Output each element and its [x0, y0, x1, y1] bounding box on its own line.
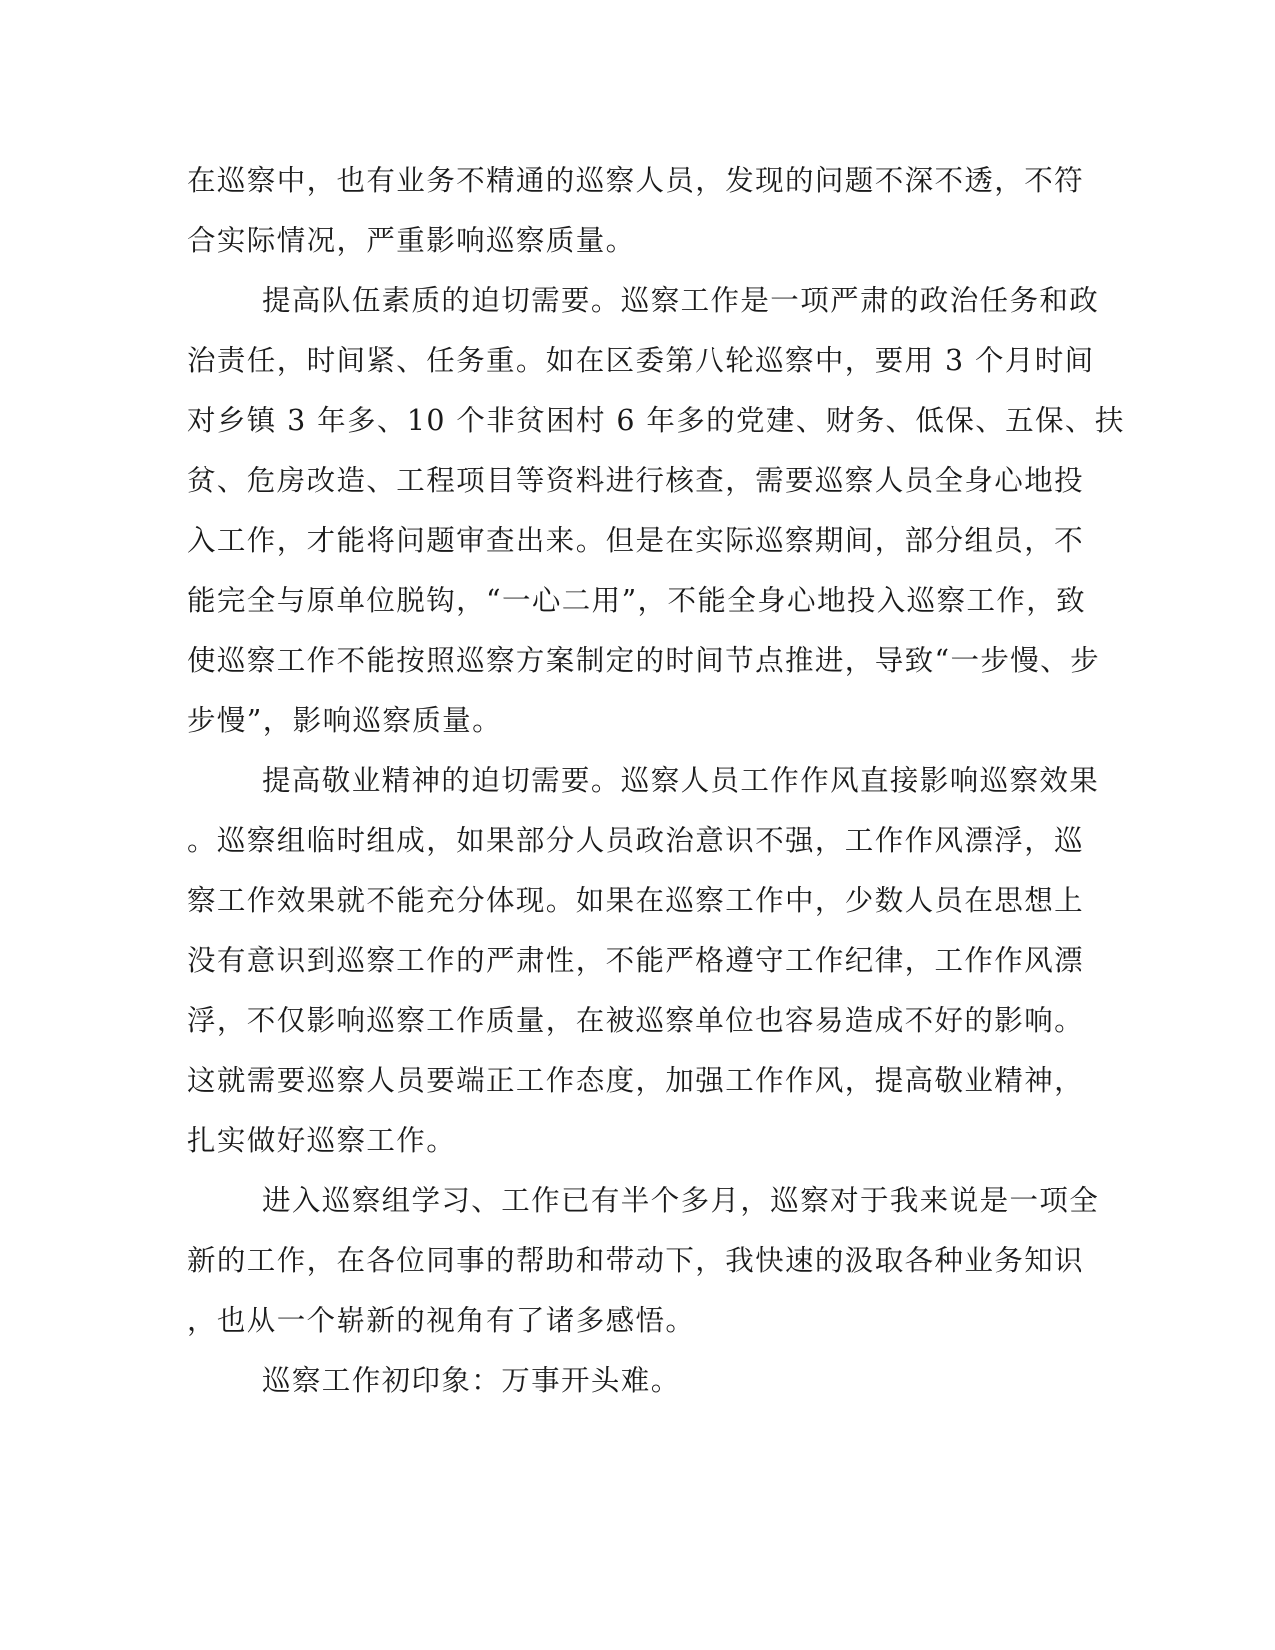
- text-line: 对乡镇 3 年多、10 个非贫困村 6 年多的党建、财务、低保、五保、扶: [187, 404, 1125, 437]
- text-line: 合实际情况，严重影响巡察质量。: [187, 224, 636, 257]
- text-line: 浮，不仅影响巡察工作质量，在被巡察单位也容易造成不好的影响。: [187, 1004, 1085, 1037]
- text-line: 能完全与原单位脱钩，“一心二用”，不能全身心地投入巡察工作，致: [187, 584, 1087, 617]
- text-line: 步慢”，影响巡察质量。: [187, 704, 502, 737]
- text-line: 入工作，才能将问题审查出来。但是在实际巡察期间，部分组员，不: [187, 524, 1085, 557]
- text-line: ，也从一个崭新的视角有了诸多感悟。: [187, 1304, 696, 1337]
- text-line: 这就需要巡察人员要端正工作态度，加强工作作风，提高敬业精神，: [187, 1064, 1085, 1097]
- text-line: 贫、危房改造、工程项目等资料进行核查，需要巡察人员全身心地投: [187, 464, 1085, 497]
- paragraph-start-line: 进入巡察组学习、工作已有半个多月，巡察对于我来说是一项全: [262, 1184, 1100, 1217]
- text-line: 新的工作，在各位同事的帮助和带动下，我快速的汲取各种业务知识: [187, 1244, 1085, 1277]
- text-line: 使巡察工作不能按照巡察方案制定的时间节点推进，导致“一步慢、步: [187, 644, 1100, 677]
- paragraph-start-line: 提高敬业精神的迫切需要。巡察人员工作作风直接影响巡察效果: [262, 764, 1100, 797]
- text-line: 扎实做好巡察工作。: [187, 1124, 457, 1157]
- text-line: 。巡察组临时组成，如果部分人员政治意识不强，工作作风漂浮，巡: [187, 824, 1085, 857]
- text-line: 察工作效果就不能充分体现。如果在巡察工作中，少数人员在思想上: [187, 884, 1085, 917]
- text-line: 治责任，时间紧、任务重。如在区委第八轮巡察中，要用 3 个月时间: [187, 344, 1095, 377]
- text-line: 没有意识到巡察工作的严肃性，不能严格遵守工作纪律，工作作风漂: [187, 944, 1085, 977]
- text-line: 在巡察中，也有业务不精通的巡察人员，发现的问题不深不透，不符: [187, 164, 1085, 197]
- section-heading-line: 巡察工作初印象：万事开头难。: [262, 1364, 681, 1397]
- paragraph-start-line: 提高队伍素质的迫切需要。巡察工作是一项严肃的政治任务和政: [262, 284, 1100, 317]
